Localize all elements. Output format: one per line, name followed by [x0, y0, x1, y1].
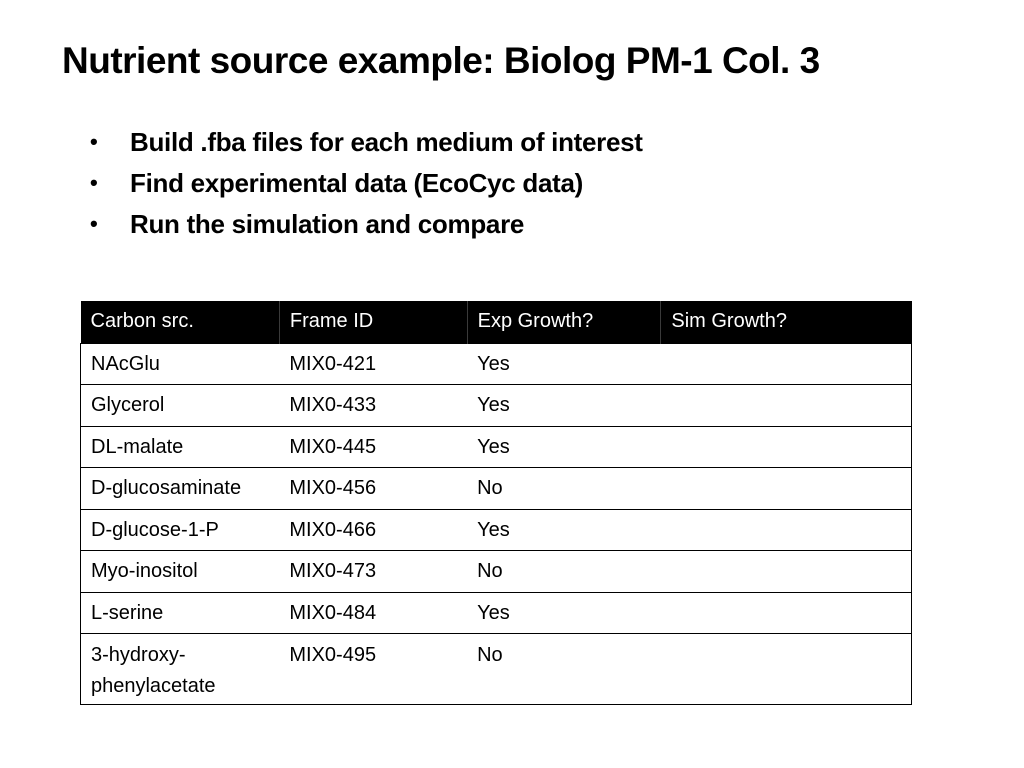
- cell-carbon-src: Myo-inositol: [81, 551, 280, 593]
- cell-carbon-src: DL-malate: [81, 426, 280, 468]
- cell-exp-growth: Yes: [467, 343, 661, 385]
- slide-title: Nutrient source example: Biolog PM-1 Col. 3: [62, 40, 820, 81]
- cell-exp-growth: Yes: [467, 509, 661, 551]
- cell-carbon-src: [81, 634, 280, 705]
- cell-exp-growth: Yes: [467, 385, 661, 427]
- table-row: [81, 592, 912, 634]
- table-row: [81, 385, 912, 427]
- table-row: [81, 426, 912, 468]
- cell-sim-growth: [661, 509, 912, 551]
- cell-frame-id: MIX0-466: [279, 509, 467, 551]
- cell-exp-growth: No: [467, 468, 661, 510]
- bullet-item: [90, 206, 643, 247]
- header-exp-growth: Exp Growth?: [467, 301, 661, 343]
- cell-sim-growth: [661, 551, 912, 593]
- cell-carbon-src: NAcGlu: [81, 343, 280, 385]
- cell-sim-growth: [661, 592, 912, 634]
- cell-carbon-src: D-glucose-1-P: [81, 509, 280, 551]
- cell-carbon-src: Glycerol: [81, 385, 280, 427]
- header-sim-growth: Sim Growth?: [661, 301, 912, 343]
- cell-carbon-src-line: phenylacetate: [91, 675, 216, 697]
- cell-carbon-src-line: 3-hydroxy-: [91, 644, 186, 666]
- cell-frame-id: MIX0-421: [279, 343, 467, 385]
- header-frame-id: Frame ID: [279, 301, 467, 343]
- cell-frame-id: MIX0-445: [279, 426, 467, 468]
- cell-frame-id: MIX0-495: [279, 634, 467, 705]
- bullet-list: [90, 124, 643, 247]
- bullet-text: Find experimental data (EcoCyc data): [130, 168, 583, 198]
- cell-exp-growth: Yes: [467, 592, 661, 634]
- bullet-text: Run the simulation and compare: [130, 209, 525, 239]
- cell-sim-growth: [661, 385, 912, 427]
- bullet-item: [90, 124, 643, 165]
- cell-frame-id: MIX0-433: [279, 385, 467, 427]
- cell-carbon-src: L-serine: [81, 592, 280, 634]
- table-row: [81, 468, 912, 510]
- table-row: [81, 343, 912, 385]
- cell-exp-growth: No: [467, 634, 661, 705]
- bullet-dot-icon: •: [90, 170, 98, 195]
- table-row: [81, 509, 912, 551]
- table-header-row: [81, 301, 912, 343]
- bullet-dot-icon: •: [90, 211, 98, 236]
- cell-frame-id: MIX0-456: [279, 468, 467, 510]
- bullet-item: [90, 165, 643, 206]
- cell-exp-growth: Yes: [467, 426, 661, 468]
- cell-frame-id: MIX0-484: [279, 592, 467, 634]
- cell-sim-growth: [661, 343, 912, 385]
- table-row: [81, 634, 912, 705]
- growth-table: [80, 301, 912, 705]
- table-row: [81, 551, 912, 593]
- bullet-dot-icon: •: [90, 129, 98, 154]
- cell-sim-growth: [661, 634, 912, 705]
- header-carbon-src: Carbon src.: [81, 301, 280, 343]
- cell-sim-growth: [661, 468, 912, 510]
- bullet-text: Build .fba files for each medium of interest: [130, 127, 643, 157]
- cell-exp-growth: No: [467, 551, 661, 593]
- cell-carbon-src: D-glucosaminate: [81, 468, 280, 510]
- cell-frame-id: MIX0-473: [279, 551, 467, 593]
- cell-sim-growth: [661, 426, 912, 468]
